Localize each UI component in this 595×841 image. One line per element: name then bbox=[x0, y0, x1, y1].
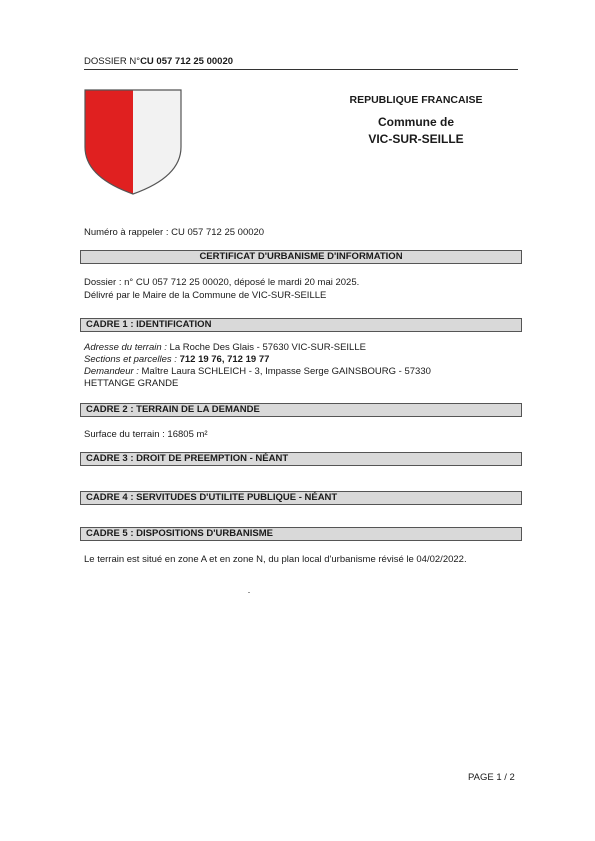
commune-title bbox=[300, 114, 532, 148]
dossier-number: CU 057 712 25 00020 bbox=[140, 56, 234, 67]
scan-speck bbox=[248, 592, 250, 593]
surface-line: Surface du terrain : 16805 m² bbox=[84, 429, 208, 440]
cadre5-title-bar: CADRE 5 : DISPOSITIONS D'URBANISME bbox=[80, 527, 522, 541]
address-line bbox=[84, 342, 366, 354]
parcels-value: 712 19 76, 712 19 77 bbox=[176, 354, 270, 365]
certificate-title-bar: CERTIFICAT D'URBANISME D'INFORMATION bbox=[80, 250, 522, 264]
header-rule bbox=[84, 69, 518, 70]
dossier-label: DOSSIER N° bbox=[84, 56, 141, 67]
commune-line2: VIC-SUR-SEILLE bbox=[368, 132, 464, 146]
applicant-line bbox=[84, 366, 431, 378]
cadre2-title-bar: CADRE 2 : TERRAIN DE LA DEMANDE bbox=[80, 403, 522, 417]
page-number: PAGE 1 / 2 bbox=[468, 772, 515, 783]
shield-left-half bbox=[84, 89, 133, 195]
dossier-header bbox=[84, 56, 233, 67]
applicant-city: HETTANGE GRANDE bbox=[84, 378, 179, 389]
reference-number: Numéro à rappeler : CU 057 712 25 00020 bbox=[84, 227, 265, 238]
certificate-line1: Dossier : n° CU 057 712 25 00020, déposé le mardi 20 mai 2025. bbox=[84, 277, 360, 288]
cadre1-title-bar: CADRE 1 : IDENTIFICATION bbox=[80, 318, 522, 332]
parcels-line bbox=[84, 354, 269, 366]
cadre3-title-bar: CADRE 3 : DROIT DE PREEMPTION - NÉANT bbox=[80, 452, 522, 466]
urbanism-text: Le terrain est situé en zone A et en zone N, du plan local d'urbanisme révisé le 04/02/2022. bbox=[84, 554, 467, 565]
applicant-label: Demandeur : bbox=[84, 366, 139, 377]
address-value: La Roche Des Glais - 57630 VIC-SUR-SEILLE bbox=[166, 342, 366, 353]
commune-line1: Commune de bbox=[377, 115, 454, 129]
certificate-line2: Délivré par le Maire de la Commune de VIC-SUR-SEILLE bbox=[84, 290, 327, 301]
parcels-label: Sections et parcelles : bbox=[84, 354, 177, 365]
coat-of-arms-shield-icon bbox=[84, 89, 182, 195]
address-label: Adresse du terrain : bbox=[84, 342, 167, 353]
cadre4-title-bar: CADRE 4 : SERVITUDES D'UTILITE PUBLIQUE - NÉANT bbox=[80, 491, 522, 505]
shield-right-half bbox=[133, 89, 182, 195]
republic-title: REPUBLIQUE FRANCAISE bbox=[349, 94, 483, 106]
applicant-value: Maître Laura SCHLEICH - 3, Impasse Serge GAINSBOURG - 57330 bbox=[138, 366, 431, 377]
